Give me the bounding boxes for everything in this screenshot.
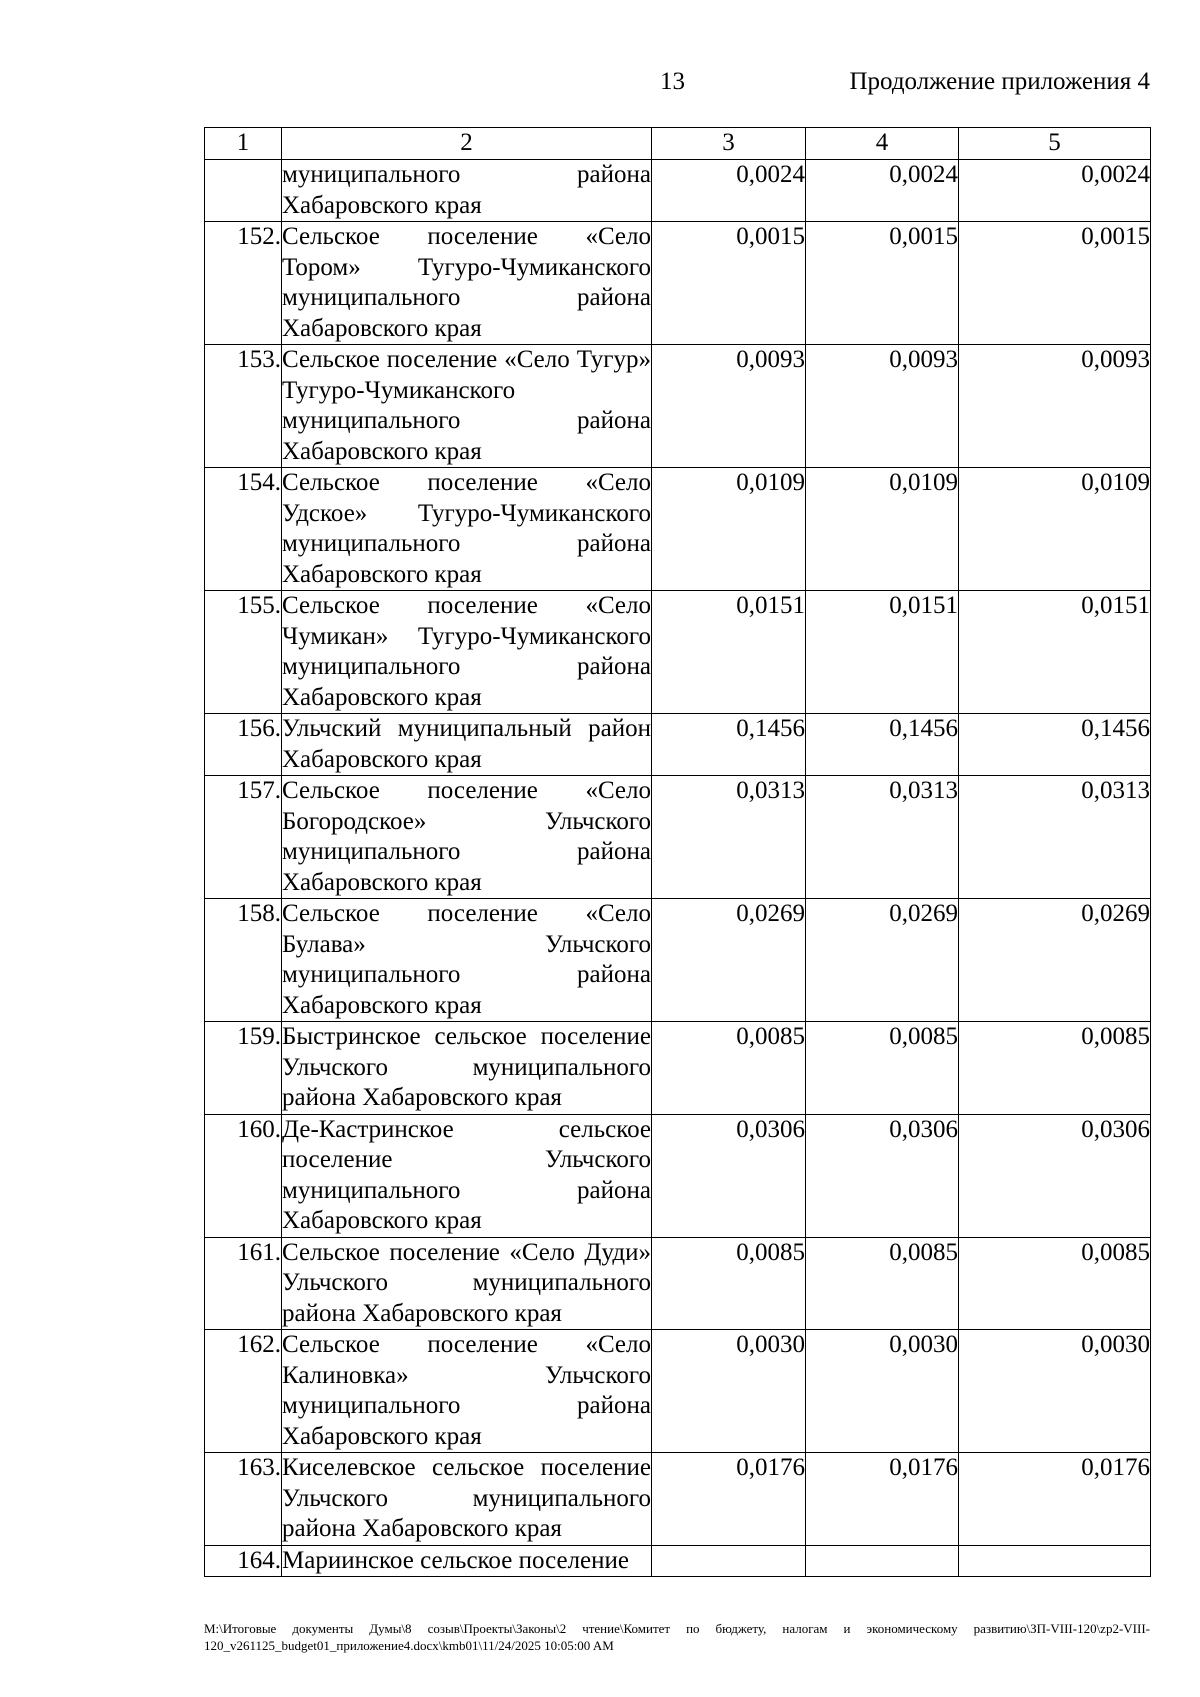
document-footer-path: M:\Итоговые документы Думы\8 созыв\Проекты\Законы\2 чтение\Комитет по бюджету, налогам и экономическому развитию\ЗП-VIII-120\zp2-VIII-120_v261125_budget01_приложение4.docx\kmb01\11/24/2025 10:05:00 AM	[204, 1621, 1150, 1653]
value-col-5: 0,0313	[959, 776, 1151, 899]
municipality-name: Сельское поселение «Село Булава» Ульчского муниципального района Хабаровского края	[282, 899, 652, 1022]
table-row	[205, 345, 1151, 468]
table-row	[205, 591, 1151, 714]
municipality-name: Сельское поселение «Село Чумикан» Тугуро-Чумиканского муниципального района Хабаровского края	[282, 591, 652, 714]
row-number: 157.	[205, 776, 282, 899]
value-col-3: 0,0313	[652, 776, 806, 899]
table-row	[205, 1237, 1151, 1330]
value-col-5: 0,0015	[959, 222, 1151, 345]
value-col-3: 0,0306	[652, 1114, 806, 1237]
value-col-5: 0,0085	[959, 1237, 1151, 1330]
value-col-3: 0,0024	[652, 160, 806, 222]
row-number: 162.	[205, 1330, 282, 1453]
value-col-4: 0,0030	[806, 1330, 959, 1453]
municipality-name: Сельское поселение «Село Дуди» Ульчского муниципального района Хабаровского края	[282, 1237, 652, 1330]
table-row	[205, 1114, 1151, 1237]
column-header: 2	[282, 128, 652, 160]
row-number: 163.	[205, 1453, 282, 1546]
municipality-name: муниципального района Хабаровского края	[282, 160, 652, 222]
allocation-table	[204, 127, 1151, 1577]
column-header: 4	[806, 128, 959, 160]
table-body	[205, 160, 1151, 1577]
table-row	[205, 160, 1151, 222]
table-header-row	[205, 128, 1151, 160]
table-row	[205, 1330, 1151, 1453]
row-number: 160.	[205, 1114, 282, 1237]
value-col-5: 0,0151	[959, 591, 1151, 714]
value-col-4: 0,1456	[806, 714, 959, 776]
municipality-name: Сельское поселение «Село Удское» Тугуро-Чумиканского муниципального района Хабаровского края	[282, 468, 652, 591]
page-number: 13	[660, 68, 685, 95]
value-col-3: 0,0015	[652, 222, 806, 345]
value-col-5: 0,0030	[959, 1330, 1151, 1453]
row-number: 152.	[205, 222, 282, 345]
value-col-4: 0,0085	[806, 1237, 959, 1330]
table-row	[205, 468, 1151, 591]
value-col-3: 0,0085	[652, 1237, 806, 1330]
column-header: 3	[652, 128, 806, 160]
municipality-name: Киселевское сельское поселение Ульчского муниципального района Хабаровского края	[282, 1453, 652, 1546]
value-col-3: 0,0151	[652, 591, 806, 714]
table-row	[205, 1022, 1151, 1115]
table-row	[205, 776, 1151, 899]
municipality-name: Ульчский муниципальный район Хабаровского края	[282, 714, 652, 776]
value-col-3: 0,0109	[652, 468, 806, 591]
value-col-5: 0,0093	[959, 345, 1151, 468]
value-col-5: 0,0085	[959, 1022, 1151, 1115]
value-col-3	[652, 1545, 806, 1577]
value-col-5: 0,0024	[959, 160, 1151, 222]
appendix-continuation-note: Продолжение приложения 4	[849, 68, 1150, 95]
value-col-4: 0,0015	[806, 222, 959, 345]
row-number: 161.	[205, 1237, 282, 1330]
row-number: 156.	[205, 714, 282, 776]
value-col-4: 0,0176	[806, 1453, 959, 1546]
value-col-3: 0,0085	[652, 1022, 806, 1115]
municipality-name: Сельское поселение «Село Тором» Тугуро-Чумиканского муниципального района Хабаровского края	[282, 222, 652, 345]
row-number: 155.	[205, 591, 282, 714]
value-col-3: 0,0269	[652, 899, 806, 1022]
value-col-3: 0,0030	[652, 1330, 806, 1453]
value-col-4: 0,0085	[806, 1022, 959, 1115]
table-row	[205, 714, 1151, 776]
municipality-name: Де-Кастринское сельское поселение Ульчского муниципального района Хабаровского края	[282, 1114, 652, 1237]
value-col-5: 0,0269	[959, 899, 1151, 1022]
table-row	[205, 222, 1151, 345]
value-col-5	[959, 1545, 1151, 1577]
municipality-name: Сельское поселение «Село Тугур» Тугуро-Чумиканского муниципального района Хабаровского края	[282, 345, 652, 468]
value-col-3: 0,0093	[652, 345, 806, 468]
row-number: 154.	[205, 468, 282, 591]
value-col-4: 0,0093	[806, 345, 959, 468]
column-header: 1	[205, 128, 282, 160]
value-col-5: 0,0176	[959, 1453, 1151, 1546]
municipality-name: Быстринское сельское поселение Ульчского муниципального района Хабаровского края	[282, 1022, 652, 1115]
value-col-4: 0,0269	[806, 899, 959, 1022]
value-col-4: 0,0151	[806, 591, 959, 714]
value-col-4: 0,0306	[806, 1114, 959, 1237]
row-number: 159.	[205, 1022, 282, 1115]
municipality-name: Сельское поселение «Село Калиновка» Ульчского муниципального района Хабаровского края	[282, 1330, 652, 1453]
municipality-name: Мариинское сельское поселение	[282, 1545, 652, 1577]
row-number: 153.	[205, 345, 282, 468]
column-header: 5	[959, 128, 1151, 160]
municipality-name: Сельское поселение «Село Богородское» Ульчского муниципального района Хабаровского края	[282, 776, 652, 899]
value-col-5: 0,0306	[959, 1114, 1151, 1237]
value-col-4: 0,0024	[806, 160, 959, 222]
row-number: 164.	[205, 1545, 282, 1577]
value-col-5: 0,1456	[959, 714, 1151, 776]
value-col-5: 0,0109	[959, 468, 1151, 591]
value-col-4	[806, 1545, 959, 1577]
value-col-3: 0,0176	[652, 1453, 806, 1546]
row-number: 158.	[205, 899, 282, 1022]
row-number	[205, 160, 282, 222]
table-row	[205, 899, 1151, 1022]
value-col-3: 0,1456	[652, 714, 806, 776]
table-row	[205, 1545, 1151, 1577]
value-col-4: 0,0109	[806, 468, 959, 591]
value-col-4: 0,0313	[806, 776, 959, 899]
table-row	[205, 1453, 1151, 1546]
